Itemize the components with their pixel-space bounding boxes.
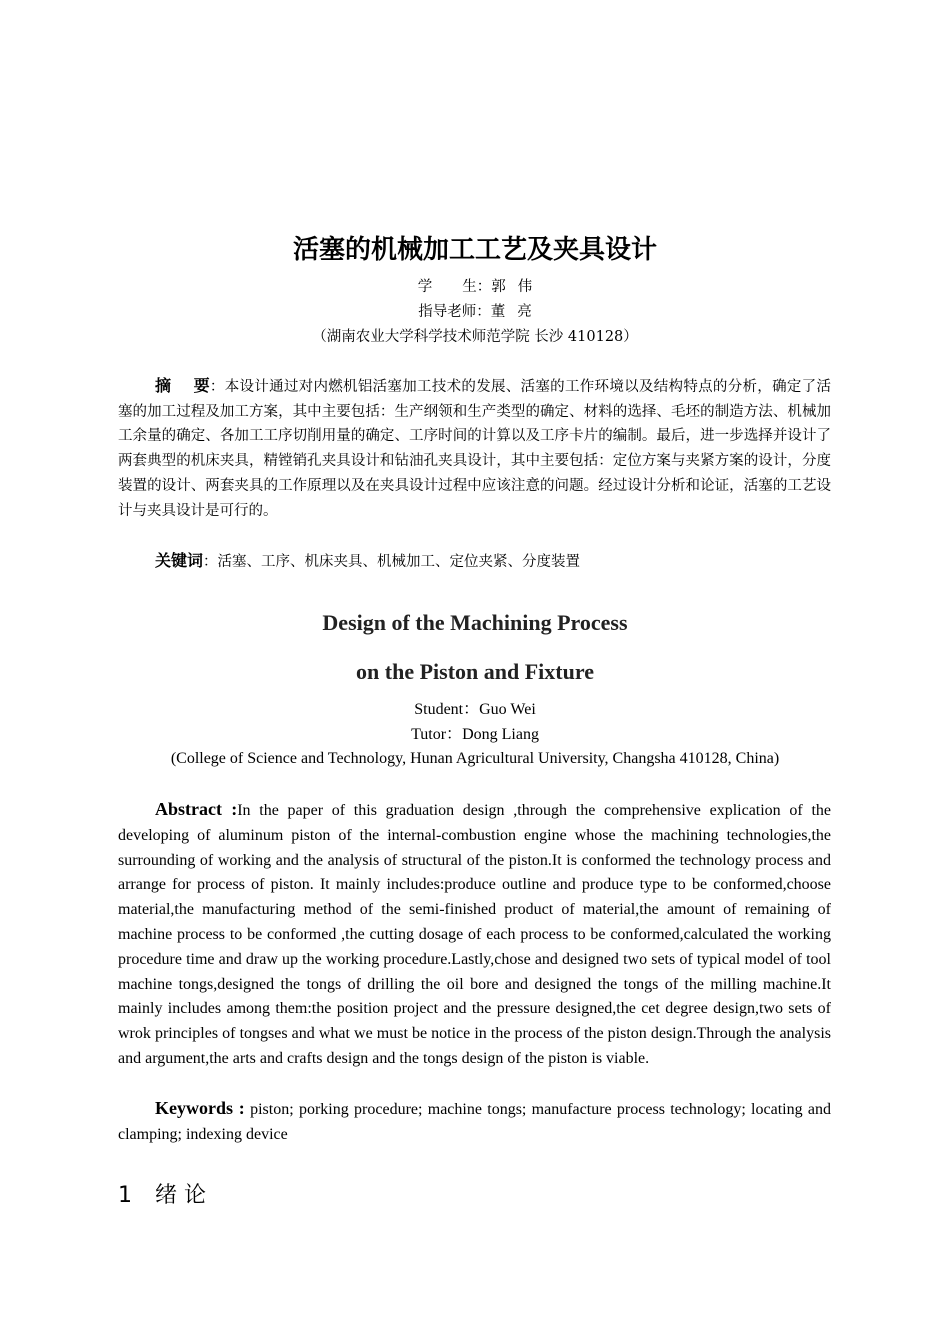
english-keywords-text: piston; porking procedure; machine tongs; manufacture process technology; locating and clamping; indexing device [118, 1101, 832, 1143]
english-tutor-name: Dong Liang [462, 726, 539, 743]
chinese-abstract [118, 374, 831, 523]
english-abstract-label: Abstract : [155, 799, 238, 819]
chinese-abstract-colon: ： [209, 379, 225, 395]
english-abstract-text: In the paper of this graduation design ,through the comprehensive explication of the developing of aluminum piston of the internal-combustion engine whose the machining technologies,the surrounding of working and the analysis of structural of the piston.It is conformed the technology process and arrange for process of piston. It mainly includes:produce outline and produce type to be conformed,choose material,the manufacturing method of the semi-finished product of material,the amount of remaining of machine process to be conformed ,the cutting dosage of each process to be conformed,calculated the working procedure time and draw up the working procedure.Lastly,chose and designed two sets of typical model of tool machine tongs,designed the tongs of drilling the oil bore and designed the tongs of the milling machine.It mainly includes among them:the position project and the pressure designed,the cet degree design,two sets of wrok principles of tongses and what we must be notice in the process of the piston design.Through the analysis and argument,the arts and crafts design and the tongs design of the piston is viable. [118, 802, 831, 1067]
chinese-keywords [118, 549, 831, 574]
english-affiliation: (College of Science and Technology, Hunan Agricultural University, Changsha 410128, China) [170, 750, 780, 767]
chinese-affiliation: （湖南农业大学科学技术师范学院 长沙 410128） [312, 329, 638, 345]
student-label-rest: 生： [462, 279, 492, 295]
chinese-tutor-line [0, 300, 950, 324]
tutor-label: 指导老师： [418, 304, 491, 320]
tutor-name-surname: 董 [490, 304, 506, 320]
chinese-student-line [0, 275, 950, 299]
tutor-name-given: 亮 [517, 304, 532, 320]
english-title-line-2: on the Piston and Fixture [356, 659, 594, 684]
english-student-line [0, 698, 950, 722]
english-tutor-line [0, 723, 950, 747]
chinese-keywords-label: 关键词 [155, 551, 204, 570]
chinese-title: 活塞的机械加工工艺及夹具设计 [292, 235, 657, 265]
english-student-name: Guo Wei [479, 701, 536, 718]
chinese-abstract-label: 摘 要 [155, 376, 210, 395]
student-name-given: 伟 [517, 279, 533, 295]
english-abstract [118, 797, 831, 1072]
student-name-surname: 郭 [491, 279, 506, 295]
section-number: 1 [118, 1183, 132, 1208]
english-title-line-1: Design of the Machining Process [322, 610, 628, 635]
english-keywords [118, 1096, 831, 1148]
chinese-keywords-text: 活塞、工序、机床夹具、机械加工、定位夹紧、分度装置 [217, 554, 581, 570]
student-label-first-char: 学 [417, 279, 433, 295]
chinese-keywords-colon: ： [203, 554, 218, 570]
english-tutor-label: Tutor： [411, 726, 463, 743]
section-title: 绪 论 [155, 1183, 206, 1208]
section-heading [118, 1180, 206, 1212]
english-student-label: Student： [414, 701, 480, 718]
chinese-abstract-text: 本设计通过对内燃机铝活塞加工技术的发展、活塞的工作环境以及结构特点的分析，确定了活塞的加工过程及加工方案，其中主要包括：生产纲领和生产类型的确定、材料的选择、毛坯的制造方法、机械加工余量的确定、各加工工序切削用量的确定、工序时间的计算以及工序卡片的编制。最后，进一步选择并设计了两套典型的机床夹具，精镗销孔夹具设计和钻油孔夹具设计，其中主要包括：定位方案与夹紧方案的设计，分度装置的设计、两套夹具的工作原理以及在夹具设计过程中应该注意的问题。经过设计分析和论证，活塞的工艺设计与夹具设计是可行的。 [118, 379, 831, 519]
english-keywords-label: Keywords : [155, 1098, 245, 1118]
